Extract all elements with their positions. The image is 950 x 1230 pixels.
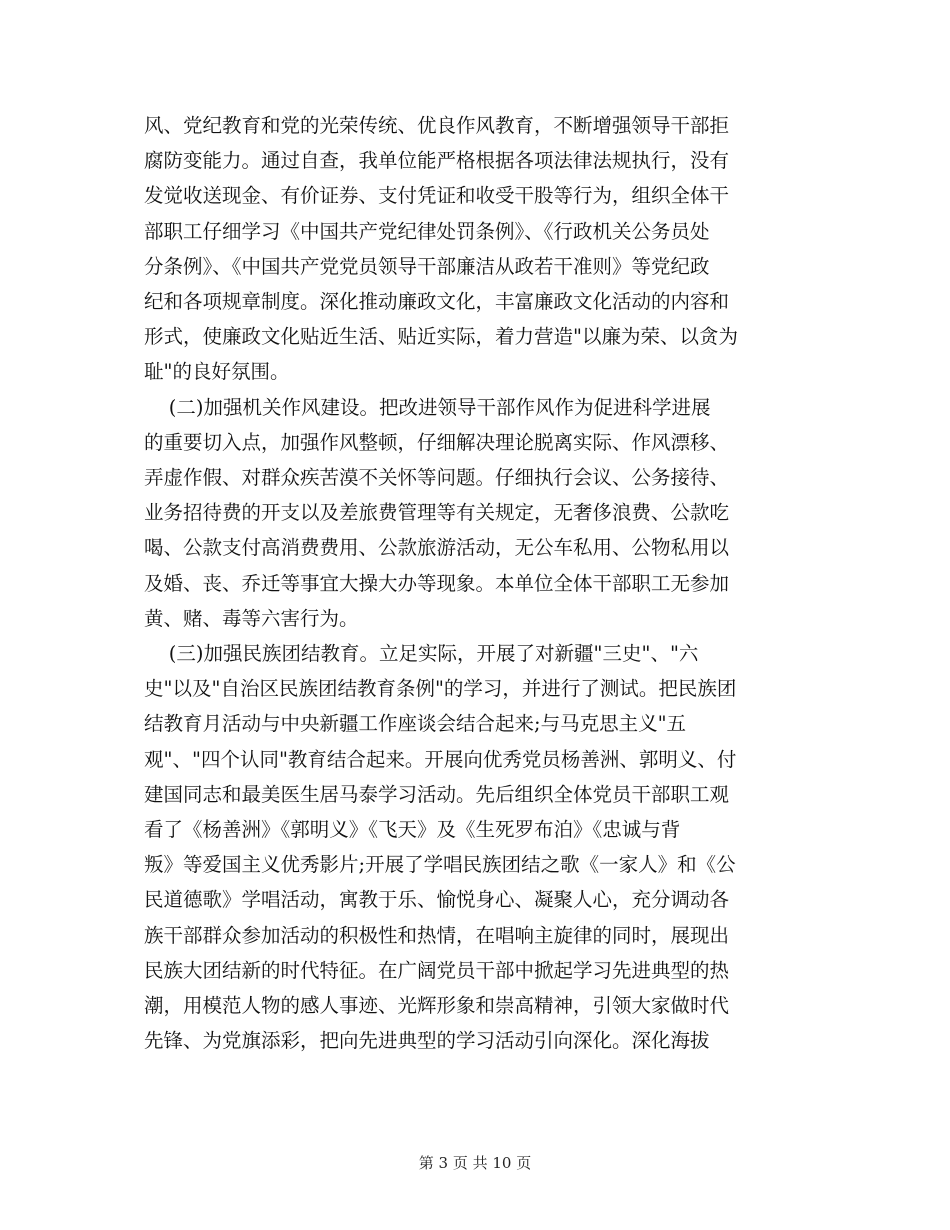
- paragraph-work-style: (二)加强机关作风建设。把改进领导干部作风作为促进科学进展 的重要切入点，加强作风整顿，仔细解决理论脱离实际、作风漂移、 弄虚作假、对群众疾苦漠不关怀等问题。仔细执行会议、公务接待、 业务招待费的开支以及差旅费管理等有关规定，无奢侈浪费、公款吃 喝、公款支付高消费费用、公款旅游活动，无公车私用、公物私用以 及婚、丧、乔迁等事宜大操大办等现象。本单位全体干部职工无参加 黄、赌、毒等六害行为。: [144, 395, 730, 630]
- document-body: [144, 108, 804, 1058]
- paragraph-discipline-education: 风、党纪教育和党的光荣传统、优良作风教育，不断增强领导干部拒 腐防变能力。通过自查，我单位能严格根据各项法律法规执行，没有 发觉收送现金、有价证券、支付凭证和收受干股等行为，组织全体干 部职工仔细学习《中国共产党纪律处罚条例》、《行政机关公务员处 分条例》、《中国共产党党员领导干部廉洁从政若干准则》等党纪政 纪和各项规章制度。深化推动廉政文化，丰富廉政文化活动的内容和 形式，使廉政文化贴近生活、贴近实际，着力营造"以廉为荣、以贪为 耻"的良好氛围。: [144, 114, 738, 384]
- paragraph-ethnic-unity: (三)加强民族团结教育。立足实际，开展了对新疆"三史"、"六 史"以及"自治区民族团结教育条例"的学习，并进行了测试。把民族团 结教育月活动与中央新疆工作座谈会结合起来;与马克思主义"五 观"、"四个认同"教育结合起来。开展向优秀党员杨善洲、郭明义、付 建国同志和最美医生居马泰学习活动。先后组织全体党员干部职工观 看了《杨善洲》《郭明义》《飞天》及《生死罗布泊》《忠诚与背 叛》等爱国主义优秀影片;开展了学唱民族团结之歌《一家人》和《公 民道德歌》学唱活动，寓教于乐、愉悦身心、凝聚人心，充分调动各 族干部群众参加活动的积极性和热情，在唱响主旋律的同时，展现出 民族大团结新的时代特征。在广阔党员干部中掀起学习先进典型的热 潮，用模范人物的感人事迹、光辉形象和崇高精神，引领大家做时代 先锋、为党旗添彩，把向先进典型的学习活动引向深化。深化海拔: [144, 642, 737, 1053]
- page-number-footer: 第 3 页 共 10 页: [418, 1154, 532, 1172]
